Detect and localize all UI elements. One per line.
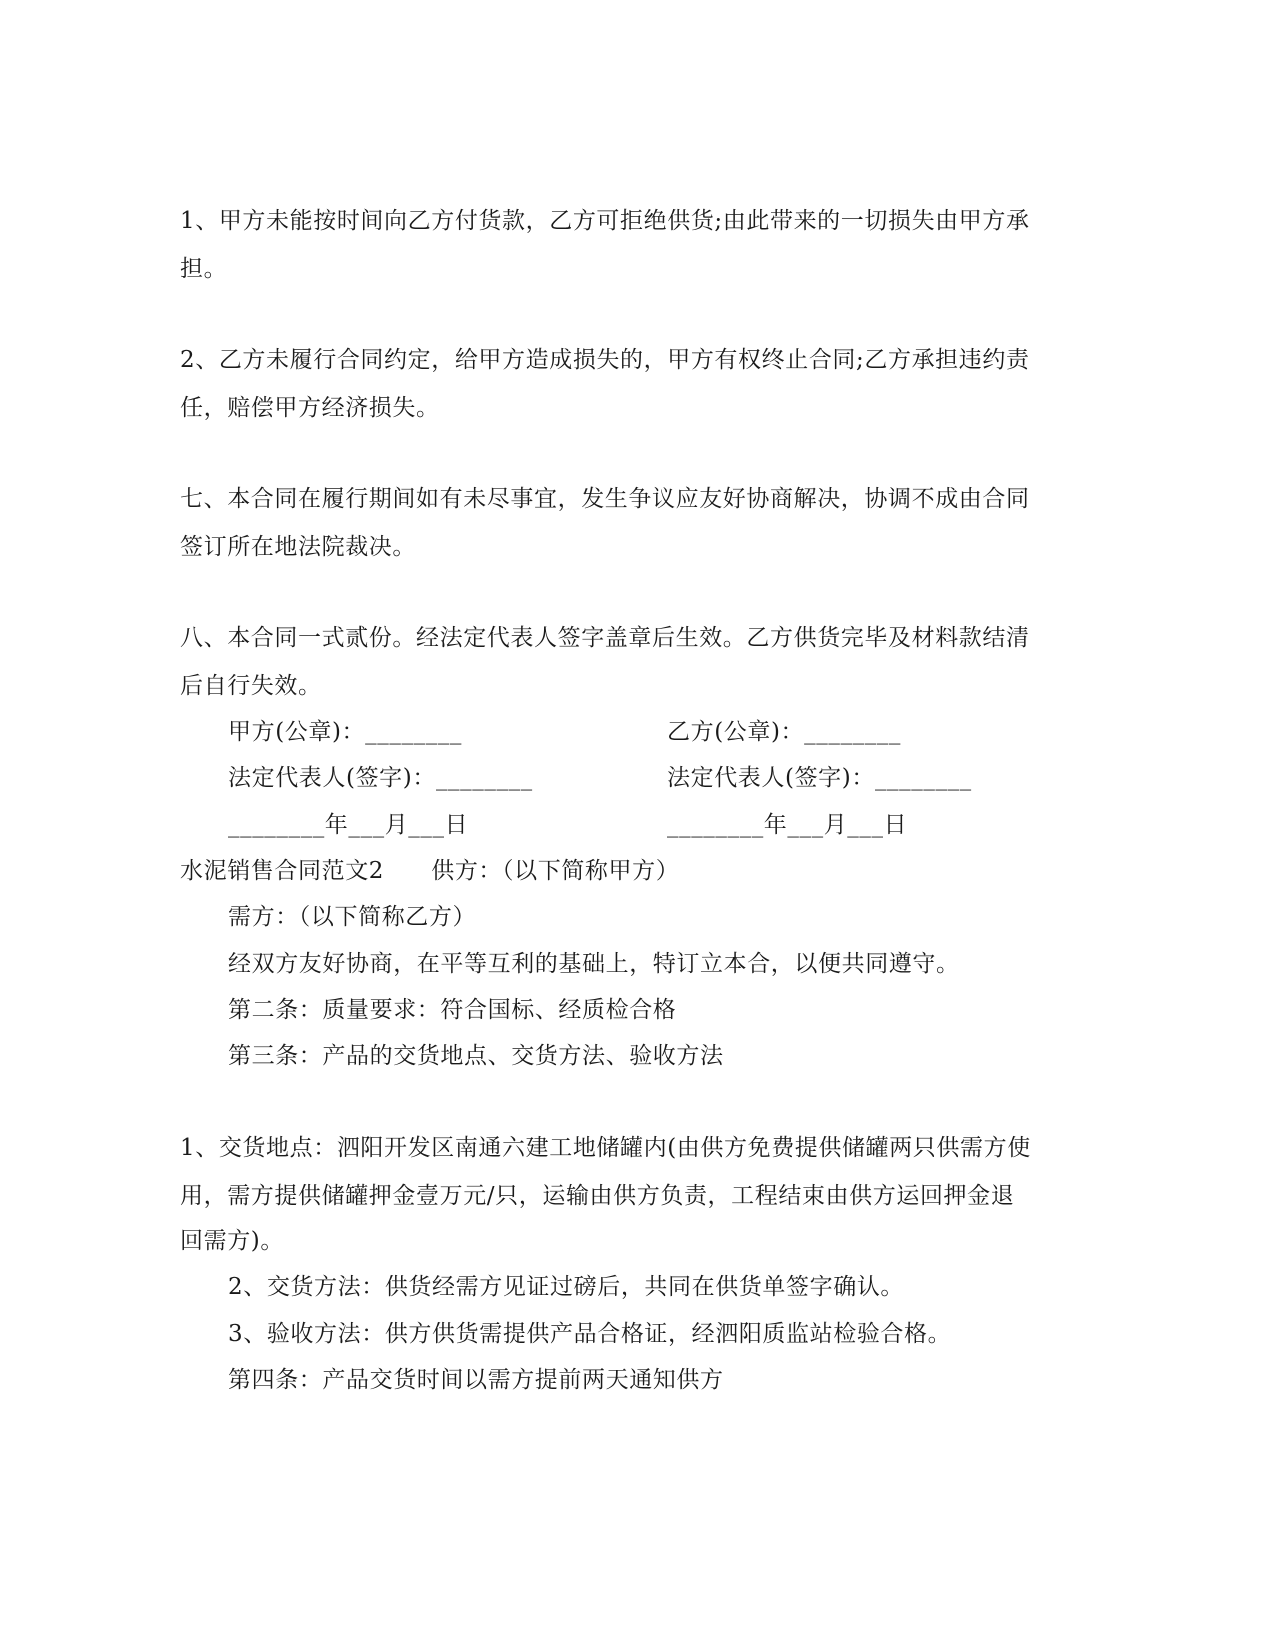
para7-line1: 七、本合同在履行期间如有未尽事宜，发生争议应友好协商解决，协调不成由合同 bbox=[180, 486, 1030, 512]
party-a-representative: 法定代表人(签字)：________ bbox=[228, 765, 533, 791]
delivery-place-line2: 用，需方提供储罐押金壹万元/只，运输由供方负责，工程结束由供方运回押金退 bbox=[180, 1183, 1015, 1209]
para8-line1: 八、本合同一式贰份。经法定代表人签字盖章后生效。乙方供货完毕及材料款结清 bbox=[180, 625, 1030, 651]
delivery-place-line1: 1、交货地点：泗阳开发区南通六建工地储罐内(由供方免费提供储罐两只供需方使 bbox=[180, 1135, 1031, 1161]
contract2-buyer: 需方：（以下简称乙方） bbox=[228, 904, 477, 930]
article-3: 第三条：产品的交货地点、交货方法、验收方法 bbox=[228, 1043, 724, 1069]
para8-line2: 后自行失效。 bbox=[180, 673, 322, 699]
acceptance-method: 3、验收方法：供方供货需提供产品合格证，经泗阳质监站检验合格。 bbox=[228, 1321, 952, 1347]
delivery-method: 2、交货方法：供货经需方见证过磅后，共同在供货单签字确认。 bbox=[228, 1274, 905, 1300]
party-a-seal: 甲方(公章)：________ bbox=[228, 719, 462, 745]
para7-line2: 签订所在地法院裁决。 bbox=[180, 534, 416, 560]
party-a-date: ________年___月___日 bbox=[228, 812, 469, 838]
para2-line2: 任，赔偿甲方经济损失。 bbox=[180, 395, 440, 421]
party-b-date: ________年___月___日 bbox=[667, 812, 908, 838]
contract2-intro: 经双方友好协商，在平等互利的基础上，特订立本合，以便共同遵守。 bbox=[228, 951, 960, 977]
party-b-seal: 乙方(公章)：________ bbox=[667, 719, 901, 745]
article-4: 第四条：产品交货时间以需方提前两天通知供方 bbox=[228, 1367, 724, 1393]
para1-line1: 1、甲方未能按时间向乙方付货款，乙方可拒绝供货;由此带来的一切损失由甲方承 bbox=[180, 208, 1030, 234]
article-2: 第二条：质量要求：符合国标、经质检合格 bbox=[228, 997, 677, 1023]
para1-line2: 担。 bbox=[180, 256, 228, 282]
para2-line1: 2、乙方未履行合同约定，给甲方造成损失的，甲方有权终止合同;乙方承担违约责 bbox=[180, 347, 1030, 373]
party-b-representative: 法定代表人(签字)：________ bbox=[667, 765, 972, 791]
delivery-place-line3: 回需方)。 bbox=[180, 1228, 284, 1254]
contract2-title-line: 水泥销售合同范文2 供方：（以下简称甲方） bbox=[180, 858, 680, 884]
